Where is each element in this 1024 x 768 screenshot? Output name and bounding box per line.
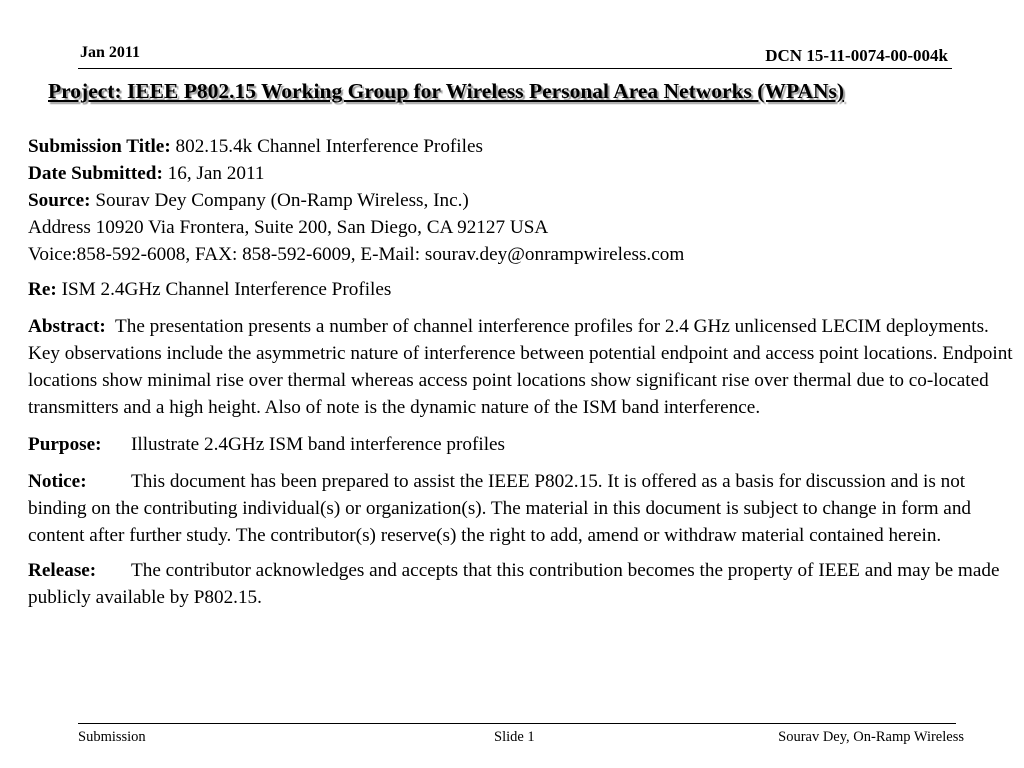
source-line [28, 187, 1018, 214]
header-date: Jan 2011 [80, 44, 141, 61]
date-submitted-value: 16, Jan 2011 [167, 163, 265, 184]
date-submitted-line [28, 160, 1018, 187]
abstract-paragraph [28, 313, 1018, 421]
release-text: The contributor acknowledges and accepts that this contribution becomes the property of IEEE and may be made publicly available by P802.15. [28, 560, 1000, 608]
purpose-label: Purpose: [28, 434, 102, 455]
notice-label: Notice: [28, 471, 87, 492]
submission-title-value: 802.15.4k Channel Interference Profiles [175, 136, 483, 157]
submission-title-label: Submission Title: [28, 136, 171, 157]
notice-paragraph [28, 468, 1018, 549]
notice-text: This document has been prepared to assist the IEEE P802.15. It is offered as a basis for discussion and is not binding on the contributing individual(s) or organization(s). The material in this document is subject to change in form and content after further study. The contributor(s) reserve(s) the right to add, amend or withdraw material contained herein. [28, 471, 972, 546]
re-label: Re: [28, 279, 57, 300]
date-submitted-label: Date Submitted: [28, 163, 163, 184]
submission-title-line [28, 133, 1018, 160]
footer-submission: Submission [78, 729, 146, 745]
source-label: Source: [28, 190, 91, 211]
abstract-label: Abstract: [28, 316, 106, 337]
source-contact: Voice:858-592-6008, FAX: 858-592-6009, E-Mail: sourav.dey@onrampwireless.com [28, 244, 685, 265]
header-divider [78, 68, 952, 69]
purpose-line [28, 431, 1018, 458]
purpose-text: Illustrate 2.4GHz ISM band interference profiles [131, 434, 506, 455]
footer-divider [78, 723, 956, 724]
source-value: Sourav Dey Company (On-Ramp Wireless, Inc.) [95, 190, 469, 211]
footer-author: Sourav Dey, On-Ramp Wireless [778, 729, 964, 745]
source-address: Address 10920 Via Frontera, Suite 200, San Diego, CA 92127 USA [28, 217, 549, 238]
release-label: Release: [28, 560, 97, 581]
project-title: Project: IEEE P802.15 Working Group for Wireless Personal Area Networks (WPANs) [48, 79, 845, 103]
re-line [28, 276, 1018, 303]
footer-slide-number: Slide 1 [494, 729, 535, 745]
slide-content [28, 133, 1018, 611]
release-paragraph [28, 557, 1018, 611]
header-dcn: DCN 15-11-0074-00-004k [765, 46, 948, 65]
re-value: ISM 2.4GHz Channel Interference Profiles [61, 279, 392, 300]
abstract-text: The presentation presents a number of channel interference profiles for 2.4 GHz unlicensed LECIM deployments. Key observations include the asymmetric nature of interference between potential endpoint and access point locations. Endpoint locations show minimal rise over thermal whereas access point locations show significant rise over thermal due to co-located transmitters and a high height. Also of note is the dynamic nature of the ISM band interference. [28, 316, 1013, 418]
